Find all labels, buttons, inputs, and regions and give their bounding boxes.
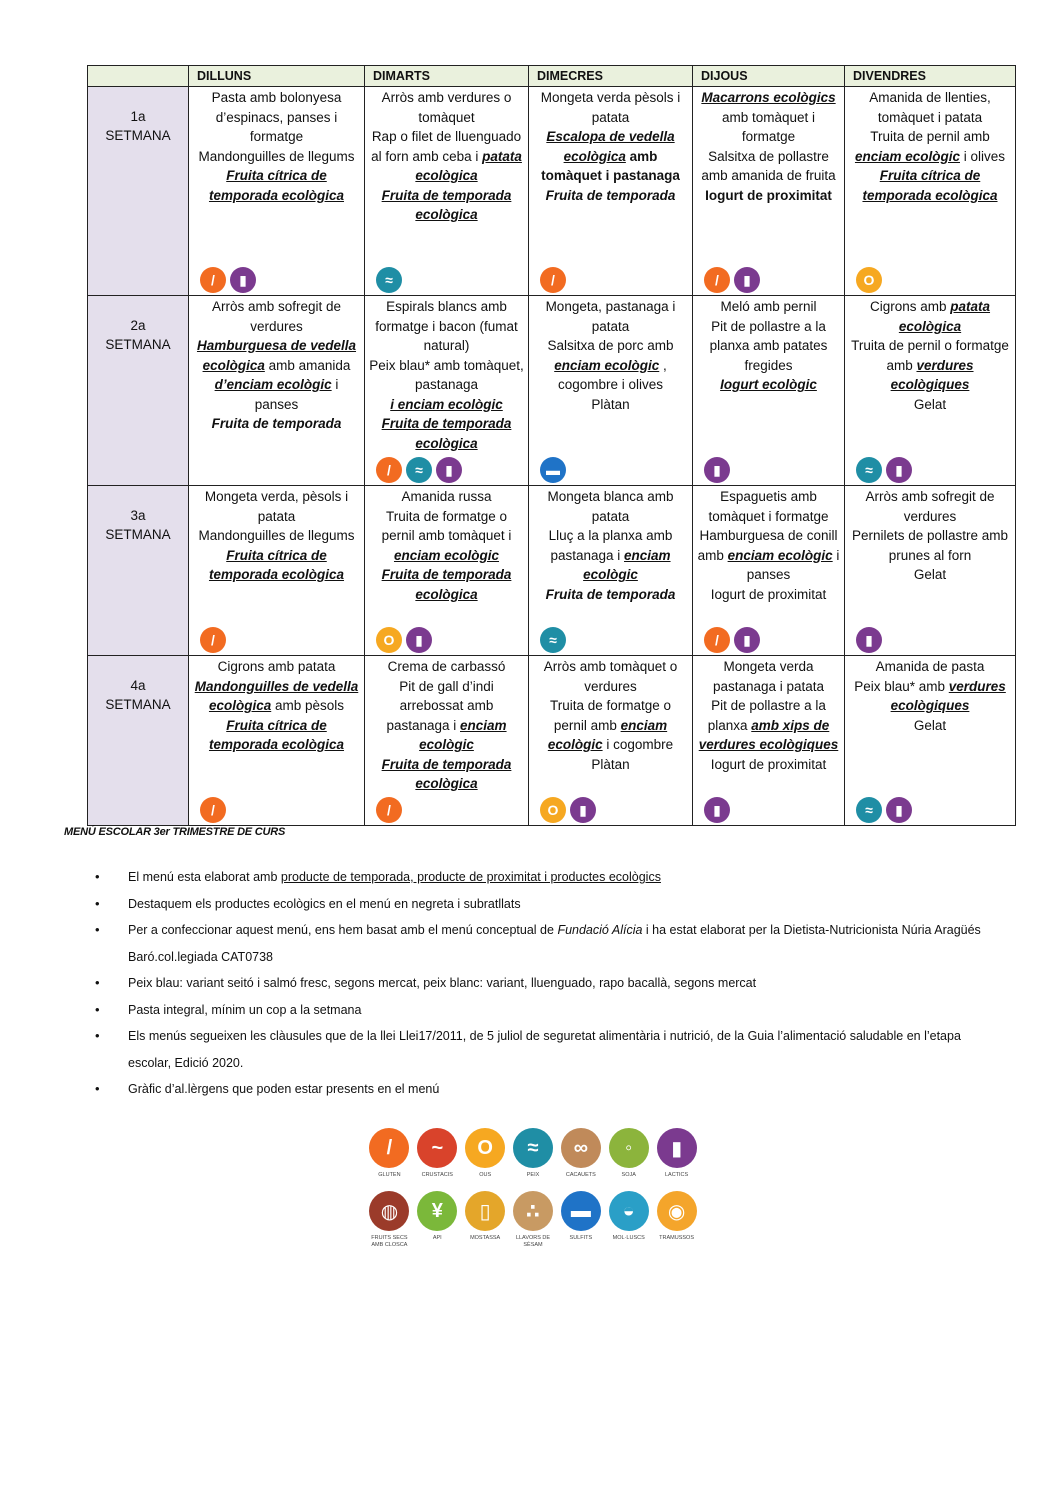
- peix-allergen-icon: ≈: [856, 457, 882, 483]
- gluten-allergen-icon: /: [540, 267, 566, 293]
- dish-text: Peix blau* amb tomàquet, pastanaga: [369, 357, 524, 392]
- dish-text: Escalopa de vedella ecològica: [546, 129, 675, 164]
- note-item: [95, 917, 1005, 970]
- dish-item: [533, 395, 688, 415]
- dish-text: Truita de pernil o formatge amb: [851, 338, 1009, 373]
- legend-label: TRAMUSSOS: [659, 1235, 694, 1241]
- peix-allergen-icon: ≈: [540, 627, 566, 653]
- dish-text: amb tomàquet i formatge: [721, 109, 816, 144]
- sulfits-allergen-icon: ▬: [540, 457, 566, 483]
- dish-text: i panses: [254, 377, 339, 412]
- dish-text: Iogurt de proximitat: [705, 187, 832, 203]
- dish-text: Amanida de llenties, tomàquet i patata: [869, 90, 991, 125]
- dish-text: Pasta amb bolonyesa d’espinacs, panses i formatge: [211, 90, 342, 144]
- dish-text: Salsitxa de pollastre amb amanida de fruita: [701, 148, 836, 183]
- note-underlined: producte de temporada, producte de proximitat i productes ecològics: [280, 870, 661, 884]
- dish-text: Iogurt ecològic: [720, 377, 817, 392]
- dish-text: Fruita cítrica de temporada ecològica: [208, 717, 345, 752]
- dish-item: [193, 336, 360, 414]
- dish-item: [369, 565, 524, 604]
- dish-text: Amanida de pasta: [875, 659, 985, 674]
- api-allergen-icon: ¥: [417, 1191, 457, 1231]
- dish-item: [369, 414, 524, 453]
- menu-cell: [189, 87, 365, 296]
- allergen-icons: [376, 627, 432, 653]
- lactics-allergen-icon: ▮: [406, 627, 432, 653]
- dish-text: Pit de pollastre a la planxa amb patates fregides: [709, 318, 828, 373]
- dish-item: [369, 356, 524, 395]
- menu-cell: [845, 296, 1016, 486]
- dish-text: Plàtan: [591, 756, 630, 772]
- allergen-icons: [200, 267, 256, 293]
- dish-item: [369, 487, 524, 507]
- legend-item-lactics: [655, 1128, 698, 1179]
- legend-item-cacauets: [559, 1128, 602, 1179]
- legend-item-molluscs: [607, 1191, 650, 1249]
- legend-item-ous: [464, 1128, 507, 1179]
- day-header-row: [88, 66, 1016, 87]
- dish-text: Mongeta verda, pèsols i patata: [204, 489, 349, 524]
- dish-item: [697, 696, 840, 774]
- day-header: DIMECRES: [529, 66, 693, 87]
- dish-item: [849, 487, 1011, 526]
- week-label: [88, 87, 189, 296]
- gluten-allergen-icon: /: [704, 267, 730, 293]
- dish-text: Mongeta verda pèsols i patata: [540, 90, 681, 125]
- week-label: [88, 296, 189, 486]
- dish-text: Truita de formatge o pernil amb tomàquet i: [381, 508, 512, 543]
- gluten-allergen-icon: /: [704, 627, 730, 653]
- menu-cell: [845, 486, 1016, 656]
- lactics-allergen-icon: ▮: [570, 797, 596, 823]
- gluten-allergen-icon: /: [376, 457, 402, 483]
- lactics-allergen-icon: ▮: [436, 457, 462, 483]
- dish-text: Salsitxa de porc amb: [547, 338, 674, 353]
- dish-text: Amanida russa: [401, 489, 492, 504]
- note-text: i ha estat elaborat per la Dietista-Nutricionista Núria Aragüés Baró.col.legiada CAT0738: [128, 923, 981, 964]
- dish-text: amb amanida: [268, 357, 351, 373]
- dish-text: Meló amb pernil: [720, 299, 817, 314]
- lactics-allergen-icon: ▮: [230, 267, 256, 293]
- dish-text: Fruita de temporada ecològica: [381, 756, 512, 791]
- ous-allergen-icon: O: [376, 627, 402, 653]
- dish-text: Gelat: [913, 717, 947, 733]
- dish-text: Cigrons amb patata: [217, 659, 336, 674]
- cacauets-allergen-icon: ∞: [561, 1128, 601, 1168]
- dish-item: [849, 88, 1011, 127]
- dish-item: [193, 526, 360, 546]
- legend-label: CRUSTACIS: [421, 1172, 453, 1178]
- menu-caption: MENÚ ESCOLAR 3er TRIMESTRE DE CURS: [64, 826, 286, 838]
- day-header: DIVENDRES: [845, 66, 1016, 87]
- dish-item: [849, 297, 1011, 336]
- dish-text: Fruita de temporada ecològica: [381, 567, 512, 602]
- dish-item: [369, 186, 524, 225]
- menu-cell: [189, 486, 365, 656]
- dish-text: Espirals blancs amb formatge i bacon (fumat natural): [375, 299, 518, 353]
- dish-text: Pit de gall d’indi arrebossat amb pastanaga i: [386, 678, 494, 733]
- legend-item-gluten: [368, 1128, 411, 1179]
- day-header: DILLUNS: [189, 66, 365, 87]
- allergen-icons: [540, 627, 566, 653]
- fruits_closca-allergen-icon: ◍: [369, 1191, 409, 1231]
- legend-item-sesam: [512, 1191, 555, 1249]
- dish-text: i olives: [963, 148, 1006, 164]
- dish-item: [193, 147, 360, 167]
- dish-text: Lluç a la planxa amb pastanaga i: [548, 528, 673, 563]
- menu-cell: [365, 87, 529, 296]
- week-label-line: 3a: [130, 508, 146, 523]
- dish-item: [369, 127, 524, 186]
- dish-item: [697, 147, 840, 186]
- note-item: • Destaquem els productes ecològics en el menú en negreta i subratllats: [95, 891, 1005, 918]
- dish-text: Fruita cítrica de temporada ecològica: [208, 547, 345, 582]
- note-item: • Gràfic d’al.lèrgens que poden estar presents en el menú: [95, 1076, 1005, 1103]
- dish-item: [533, 696, 688, 755]
- menu-cell: [693, 87, 845, 296]
- sulfits-allergen-icon: ▬: [561, 1191, 601, 1231]
- legend-label: LACTICS: [664, 1172, 689, 1178]
- gluten-allergen-icon: /: [200, 267, 226, 293]
- allergen-icons: [540, 267, 566, 293]
- dish-text: Peix blau* amb: [854, 678, 945, 694]
- legend-label: FRUITS SECS AMB CLOSCA: [371, 1235, 408, 1248]
- allergen-icons: [540, 457, 566, 483]
- week-label-line: 2a: [130, 318, 146, 333]
- dish-text: Rap o filet de lluenguado al forn amb ceba i: [371, 129, 522, 164]
- legend-row: [368, 1191, 698, 1249]
- weekly-menu-table: [87, 65, 1016, 826]
- note-item: [95, 864, 1005, 891]
- lactics-allergen-icon: ▮: [704, 797, 730, 823]
- gluten-allergen-icon: /: [369, 1128, 409, 1168]
- dish-text: amb pèsols: [275, 698, 345, 713]
- dish-item: [533, 487, 688, 526]
- dish-item: [369, 657, 524, 677]
- week-label-line: SETMANA: [105, 337, 171, 352]
- week-label-line: SETMANA: [105, 527, 171, 542]
- dish-text: Iogurt de proximitat: [710, 756, 827, 772]
- ous-allergen-icon: O: [540, 797, 566, 823]
- legend-label: LLAVORS DE SÈSAM: [515, 1235, 551, 1248]
- dish-item: [849, 127, 1011, 166]
- dish-item: [533, 526, 688, 585]
- dish-text: Cigrons amb: [869, 299, 947, 314]
- note-item: • Els menús segueixen les clàusules que de la llei Llei17/2011, de 5 juliol de seguretat alimentària i nutrició, de la Guia l’alimentació saludable en l’etapa escolar, Edició 2020.: [95, 1023, 1005, 1076]
- week-label-line: 1a: [130, 109, 146, 124]
- week-row: [88, 87, 1016, 296]
- dish-text: Pernilets de pollastre amb prunes al forn: [851, 528, 1009, 563]
- gluten-allergen-icon: /: [376, 797, 402, 823]
- dish-item: [193, 657, 360, 677]
- lactics-allergen-icon: ▮: [734, 267, 760, 293]
- dish-item: [697, 297, 840, 317]
- dish-text: Plàtan: [591, 396, 630, 412]
- dish-item: [369, 395, 524, 415]
- legend-item-fruits_closca: [368, 1191, 411, 1249]
- legend-item-api: [416, 1191, 459, 1249]
- dish-text: i panses: [746, 547, 840, 582]
- menu-cell: [365, 486, 529, 656]
- dish-text: Fruita de temporada: [211, 416, 342, 431]
- peix-allergen-icon: ≈: [856, 797, 882, 823]
- dish-text: enciam ecològic: [854, 148, 960, 164]
- legend-label: MOSTASSA: [470, 1235, 501, 1241]
- molluscs-allergen-icon: ◒: [609, 1191, 649, 1231]
- menu-cell: [845, 656, 1016, 826]
- legend-label: SULFITS: [569, 1235, 593, 1241]
- dish-text: i cogombre: [606, 737, 674, 752]
- menu-cell: [365, 296, 529, 486]
- dish-item: [849, 657, 1011, 677]
- dish-item: [849, 336, 1011, 395]
- dish-item: [849, 565, 1011, 585]
- dish-item: [697, 585, 840, 605]
- legend-row: [368, 1128, 698, 1179]
- dish-text: Truita de formatge o pernil amb: [549, 698, 672, 733]
- dish-text: enciam ecològic: [547, 717, 668, 752]
- ous-allergen-icon: O: [465, 1128, 505, 1168]
- corner-cell: [88, 66, 189, 87]
- dish-item: [369, 755, 524, 794]
- legend-item-sulfits: [559, 1191, 602, 1249]
- allergen-icons: [376, 797, 402, 823]
- sesam-allergen-icon: ∴: [513, 1191, 553, 1231]
- week-row: [88, 656, 1016, 826]
- peix-allergen-icon: ≈: [376, 267, 402, 293]
- dish-item: [193, 166, 360, 205]
- note-italic: Fundació Alícia: [557, 923, 643, 937]
- dish-item: [849, 395, 1011, 415]
- allergen-icons: [540, 797, 596, 823]
- allergen-icons: [200, 627, 226, 653]
- menu-cell: [189, 656, 365, 826]
- dish-text: Gelat: [913, 396, 947, 412]
- peix-allergen-icon: ≈: [513, 1128, 553, 1168]
- dish-text: i enciam ecològic: [390, 396, 503, 412]
- week-label-line: 4a: [130, 678, 146, 693]
- dish-text: Truita de pernil amb: [870, 129, 990, 144]
- legend-label: CACAUETS: [565, 1172, 596, 1178]
- week-label: [88, 656, 189, 826]
- dish-text: Arròs amb sofregit de verdures: [211, 299, 342, 334]
- dish-item: [697, 375, 840, 395]
- dish-item: [849, 716, 1011, 736]
- week-label-line: SETMANA: [105, 697, 171, 712]
- dish-text: Pit de pollastre a la planxa: [707, 698, 826, 733]
- soja-allergen-icon: ◦: [609, 1128, 649, 1168]
- dish-item: [849, 677, 1011, 716]
- dish-text: Fruita de temporada ecològica: [381, 416, 512, 451]
- legend-item-peix: [512, 1128, 555, 1179]
- allergen-icons: [376, 267, 402, 293]
- dish-item: [369, 677, 524, 755]
- dish-text: Fruita de temporada ecològica: [381, 187, 512, 222]
- dish-text: Mongeta, pastanaga i patata: [545, 299, 676, 334]
- dish-text: Macarrons ecològics: [701, 90, 836, 105]
- dish-text: enciam ecològic: [583, 547, 671, 582]
- lactics-allergen-icon: ▮: [657, 1128, 697, 1168]
- menu-cell: [845, 87, 1016, 296]
- dish-text: patata ecològica: [415, 148, 522, 183]
- note-text: Per a confeccionar aquest menú, ens hem basat amb el menú conceptual de: [128, 923, 558, 937]
- allergen-icons: [704, 627, 760, 653]
- dish-item: [697, 88, 840, 147]
- dish-item: [697, 317, 840, 376]
- menu-cell: [365, 656, 529, 826]
- menu-cell: [693, 486, 845, 656]
- dish-text: Arròs amb verdures o tomàquet: [381, 90, 512, 125]
- dish-item: [193, 546, 360, 585]
- dish-item: [849, 166, 1011, 205]
- dish-item: [193, 414, 360, 434]
- dish-text: amb xips de verdures ecològiques: [698, 717, 839, 752]
- dish-item: [533, 127, 688, 186]
- dish-item: [369, 507, 524, 546]
- dish-text: Mongeta blanca amb patata: [547, 489, 674, 524]
- dish-text: enciam ecològic: [419, 717, 507, 752]
- gluten-allergen-icon: /: [200, 627, 226, 653]
- allergen-icons: [200, 797, 226, 823]
- legend-label: OUS: [479, 1172, 492, 1178]
- week-label-line: SETMANA: [105, 128, 171, 143]
- dish-item: [369, 297, 524, 356]
- legend-item-mostassa: [464, 1191, 507, 1249]
- dish-item: [533, 755, 688, 775]
- dish-text: enciam ecològic: [393, 547, 500, 563]
- ous-allergen-icon: O: [856, 267, 882, 293]
- dish-text: Mongeta verda pastanaga i patata: [712, 659, 825, 694]
- lactics-allergen-icon: ▮: [856, 627, 882, 653]
- allergen-icons: [704, 797, 730, 823]
- allergen-legend: [368, 1128, 698, 1261]
- note-text: El menú esta elaborat amb: [128, 870, 281, 884]
- day-header: DIJOUS: [693, 66, 845, 87]
- dish-text: Gelat: [913, 567, 947, 582]
- dish-text: Hamburguesa de conill amb: [697, 528, 838, 563]
- dish-item: [533, 186, 688, 206]
- dish-item: [697, 487, 840, 526]
- dish-text: Fruita de temporada: [545, 187, 676, 203]
- week-row: [88, 486, 1016, 656]
- menu-cell: [529, 656, 693, 826]
- notes-list: [95, 864, 1005, 1103]
- menu-cell: [529, 486, 693, 656]
- dish-item: [697, 657, 840, 696]
- allergen-icons: [856, 457, 912, 483]
- lactics-allergen-icon: ▮: [886, 457, 912, 483]
- note-item: • Peix blau: variant seitó i salmó fresc, segons mercat, peix blanc: variant, lluenguado, rapo bacallà, segons mercat: [95, 970, 1005, 997]
- menu-cell: [529, 296, 693, 486]
- menu-cell: [189, 296, 365, 486]
- day-header: DIMARTS: [365, 66, 529, 87]
- dish-item: [533, 585, 688, 605]
- legend-item-tramussos: [655, 1191, 698, 1249]
- dish-text: Iogurt de proximitat: [710, 586, 827, 602]
- dish-text: Mandonguilles de llegums: [198, 528, 355, 543]
- dish-text: Hamburguesa de vedella ecològica: [196, 338, 357, 373]
- legend-label: SOJA: [621, 1172, 636, 1178]
- allergen-icons: [704, 457, 730, 483]
- dish-text: Mandonguilles de llegums: [198, 148, 355, 164]
- note-item: • Pasta integral, mínim un cop a la setmana: [95, 997, 1005, 1024]
- tramussos-allergen-icon: ◉: [657, 1191, 697, 1231]
- dish-item: [369, 546, 524, 566]
- dish-text: verdures ecològiques: [890, 678, 1006, 713]
- dish-text: Arròs amb sofregit de verdures: [865, 489, 995, 524]
- menu-cell: [693, 656, 845, 826]
- legend-item-crustacis: [416, 1128, 459, 1179]
- dish-text: Mandonguilles de vedella ecològica: [194, 678, 359, 713]
- dish-item: [369, 88, 524, 127]
- peix-allergen-icon: ≈: [406, 457, 432, 483]
- allergen-icons: [856, 797, 912, 823]
- dish-text: Espaguetis amb tomàquet i formatge: [708, 489, 829, 524]
- lactics-allergen-icon: ▮: [886, 797, 912, 823]
- dish-text: Arròs amb tomàquet o verdures: [543, 659, 678, 694]
- dish-text: Crema de carbassó: [387, 659, 506, 674]
- week-row: [88, 296, 1016, 486]
- dish-item: [193, 88, 360, 147]
- dish-item: [533, 88, 688, 127]
- allergen-icons: [376, 457, 462, 483]
- dish-item: [193, 297, 360, 336]
- dish-item: [533, 657, 688, 696]
- legend-label: API: [432, 1235, 442, 1241]
- dish-item: [849, 526, 1011, 565]
- lactics-allergen-icon: ▮: [704, 457, 730, 483]
- menu-cell: [529, 87, 693, 296]
- dish-item: [697, 186, 840, 206]
- dish-text: patata ecològica: [898, 299, 991, 334]
- dish-text: Fruita cítrica de temporada ecològica: [208, 168, 345, 203]
- legend-label: PEIX: [526, 1172, 540, 1178]
- dish-item: [193, 677, 360, 716]
- allergen-icons: [856, 267, 882, 293]
- legend-item-soja: [607, 1128, 650, 1179]
- dish-text: Fruita de temporada: [545, 586, 676, 602]
- allergen-icons: [856, 627, 882, 653]
- dish-item: [697, 526, 840, 585]
- dish-text: enciam ecològic: [554, 357, 660, 373]
- dish-text: d’enciam ecològic: [214, 377, 332, 392]
- dish-text: , cogombre i olives: [557, 357, 667, 392]
- dish-text: verdures ecològiques: [890, 357, 974, 392]
- legend-label: GLUTEN: [378, 1172, 401, 1178]
- dish-text: amb tomàquet i pastanaga: [541, 148, 680, 183]
- week-label: [88, 486, 189, 656]
- dish-text: enciam ecològic: [727, 547, 833, 563]
- dish-item: [193, 487, 360, 526]
- menu-cell: [693, 296, 845, 486]
- lactics-allergen-icon: ▮: [734, 627, 760, 653]
- gluten-allergen-icon: /: [200, 797, 226, 823]
- crustacis-allergen-icon: ~: [417, 1128, 457, 1168]
- dish-item: [193, 716, 360, 755]
- dish-item: [533, 336, 688, 395]
- mostassa-allergen-icon: ▯: [465, 1191, 505, 1231]
- dish-item: [533, 297, 688, 336]
- legend-label: MOL·LUSCS: [612, 1235, 645, 1241]
- allergen-icons: [704, 267, 760, 293]
- dish-text: Fruita cítrica de temporada ecològica: [862, 168, 998, 203]
